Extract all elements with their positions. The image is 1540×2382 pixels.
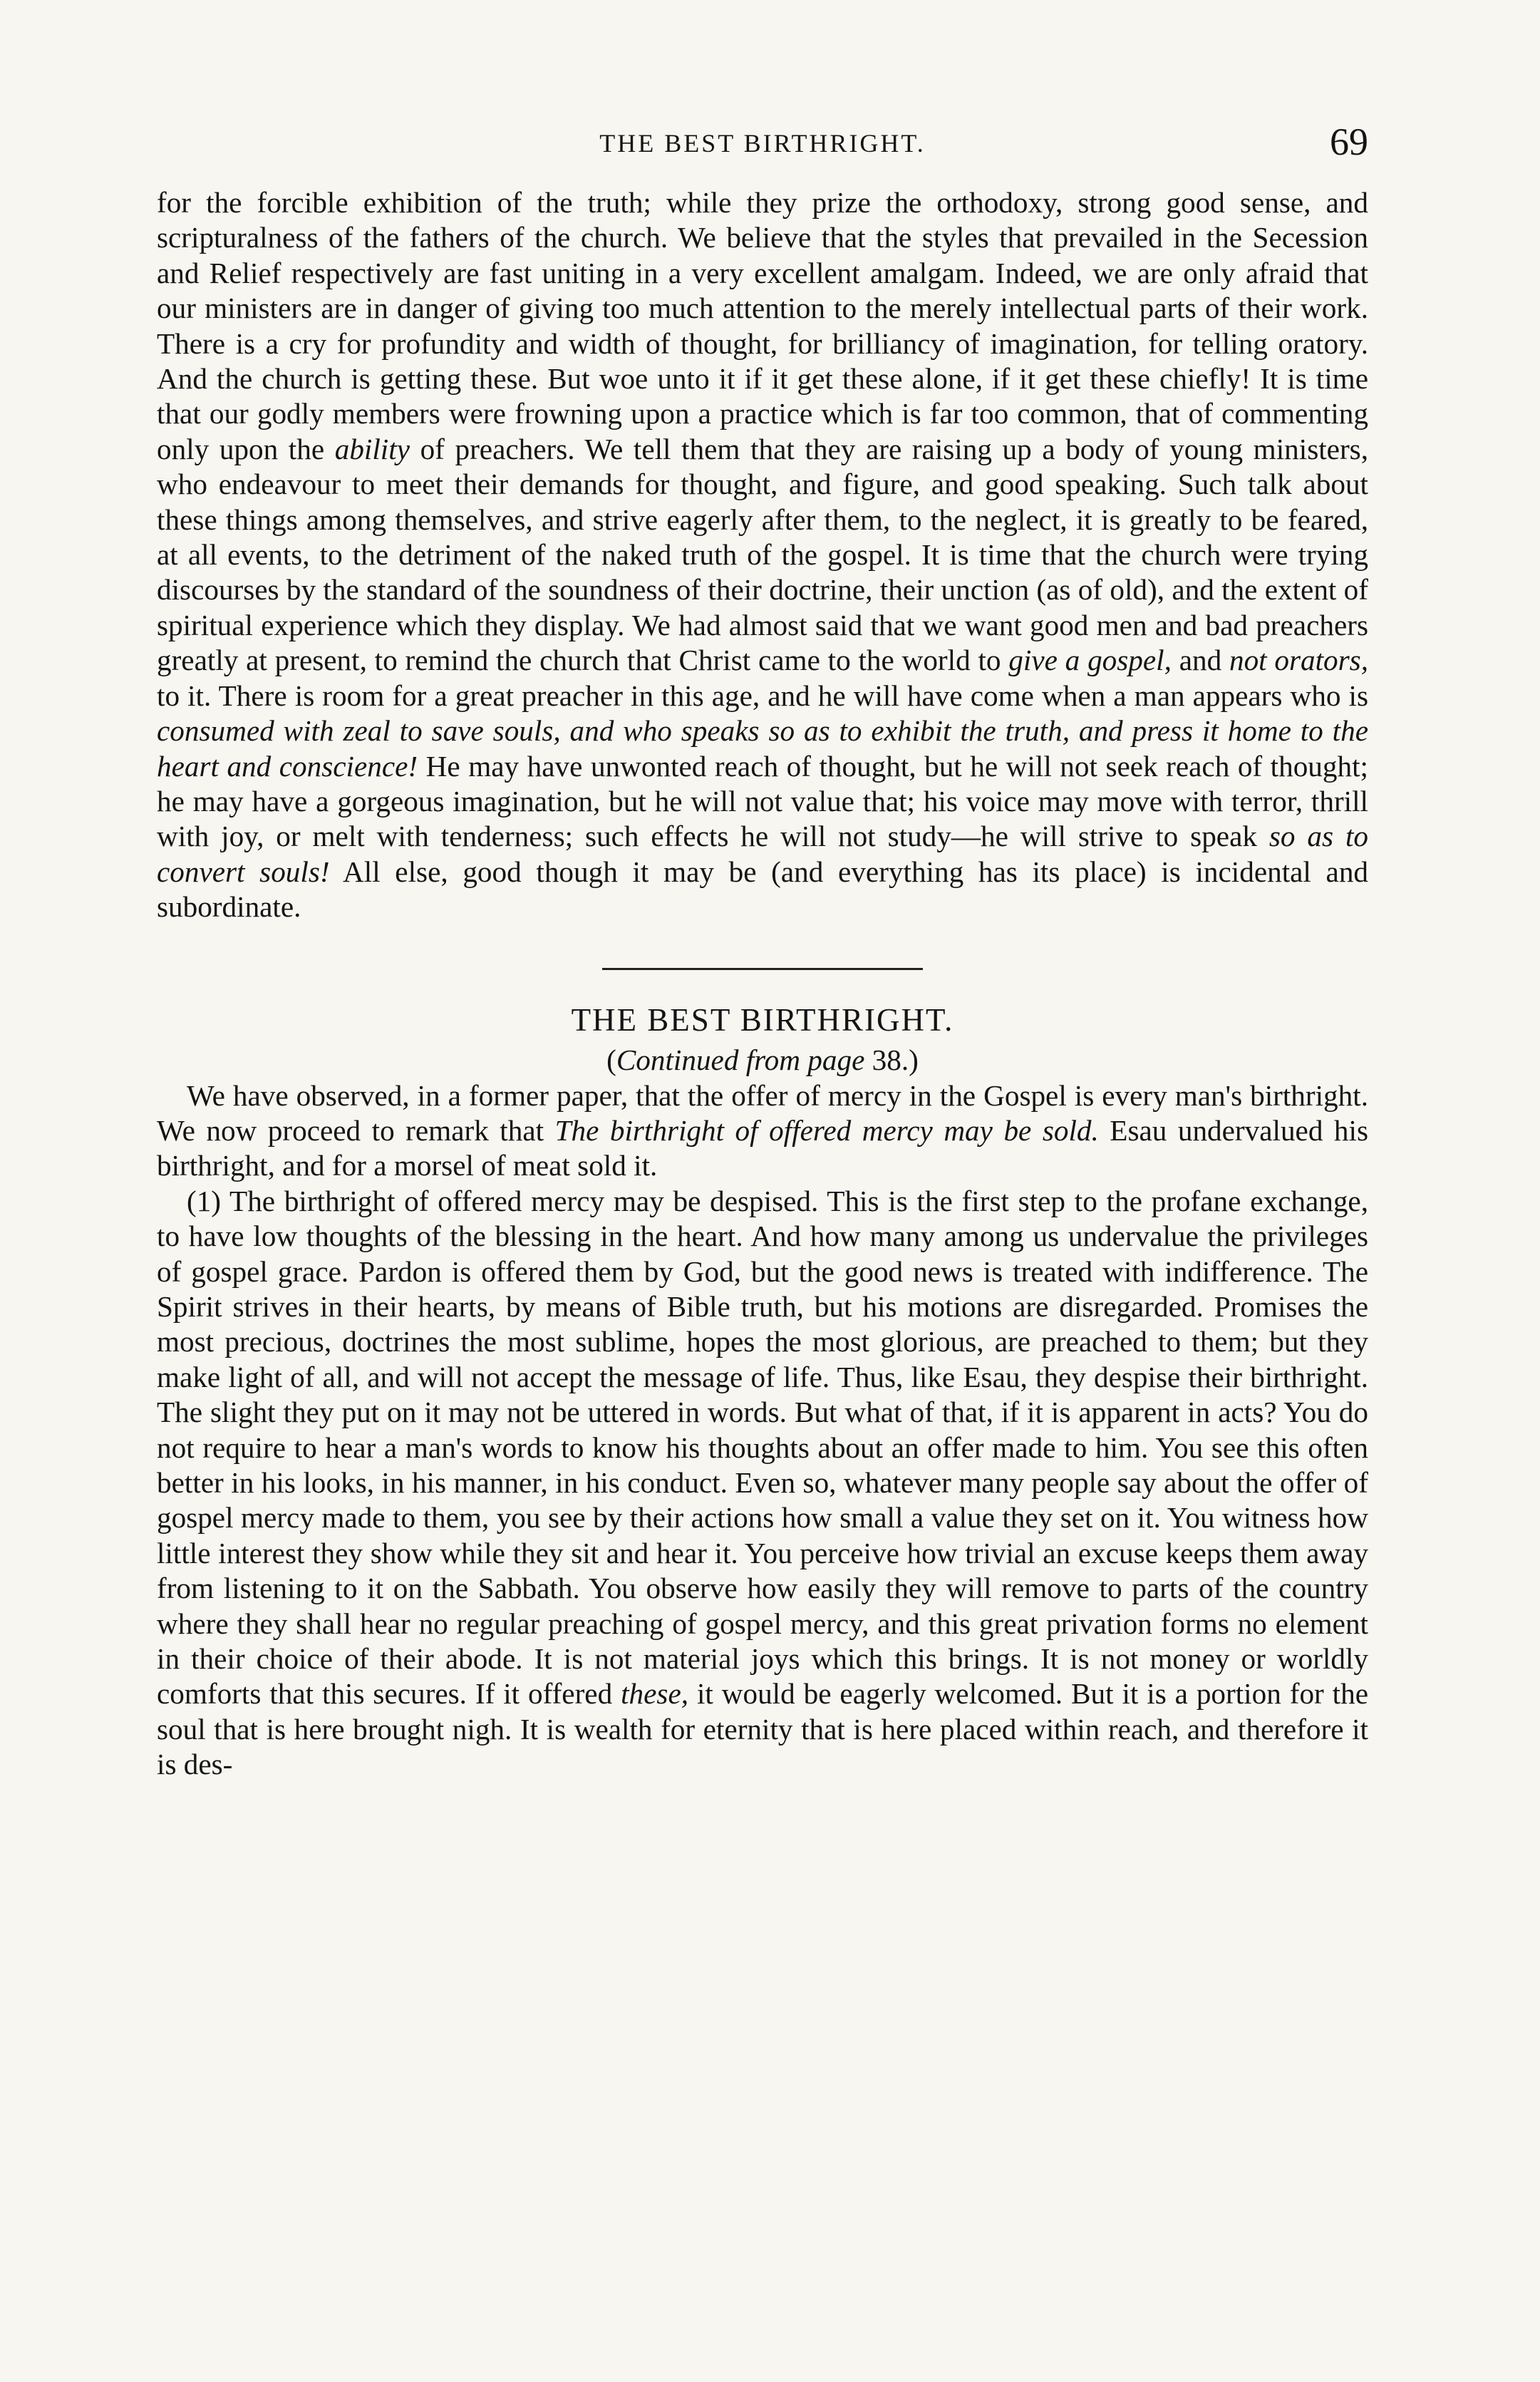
article-title: THE BEST BIRTHRIGHT. [571,1001,954,1038]
italic-run: The birthright of offered mercy may be sold. [554,1113,1099,1147]
continued-page: 38.) [864,1043,919,1076]
italic-run: so as to convert souls! [157,820,1368,888]
previous-article-paragraph [157,185,1368,925]
text-run: All else, good though it may be (and everything has its place) is incidental and subordinate. [157,855,1369,924]
text-run: to it. There is room for a great preacher in this age, and he will have come when a man appears who is [157,679,1368,712]
italic-run: not orators, [1229,644,1368,677]
text-run: and [1171,644,1229,677]
text-run: of preachers. We tell them that they are raising up a body of young ministers, who endeavour to meet their demands for thought, and figure, and good speaking. Such talk about these things among themselves, and strive eagerly after them, to the neglect, it is greatly to be feared, at all events, to the detriment of the naked truth of the gospel. It is time that the church were trying discourses by the standard of the soundness of their doctrine, their unction (as of old), and the extent of spiritual experience which they display. We had almost said that we want good men and bad preachers greatly at present, to remind the church that Christ came to the world to [157,432,1368,677]
article-paragraph-2 [157,1184,1368,1783]
section-divider [602,968,923,970]
text-run: for the forcible exhibition of the truth; while they prize the orthodoxy, strong good sense, and scripturalness of the fathers of the church. We believe that the styles that prevailed in the Secession and Relief respectively are fast uniting in a very excellent amalgam. Indeed, we are only afraid that our ministers are in danger of giving too much attention to the merely intellectual parts of their work. There is a cry for profundity and width of thought, for brilliancy of imagination, for telling oratory. And the church is getting these. But woe unto it if it get these alone, if it get these chiefly! It is time that our godly members were frowning upon a practice which is far too common, that of commenting only upon the [157,186,1368,465]
continued-note [157,1043,1368,1077]
text-run: He may have unwonted reach of thought, but he will not seek reach of thought; he may have a gorgeous imagination, but he will not value that; his voice may move with terror, thrill with joy, or melt with tenderness; such effects he will not study—he will strive to speak [157,749,1368,853]
continued-open: ( [606,1043,616,1076]
page-number: 69 [1330,120,1368,163]
text-run: (1) The birthright of offered mercy may be despised. This is the first step to the profane exchange, to have low thoughts of the blessing in the heart. And how many among us undervalue the privileges of gospel grace. Pardon is offered them by God, but the good news is treated with indifference. The Spirit strives in their hearts, by means of Bible truth, but his motions are disregarded. Promises the most precious, doctrines the most sublime, hopes the most glorious, are preached to them; but they make light of all, and will not accept the message of life. Thus, like Esau, they despise their birthright. The slight they put on it may not be uttered in words. But what of that, if it is apparent in acts? You do not require to hear a man's words to know his thoughts about an offer made to him. You see this often better in his looks, in his manner, in his conduct. Even so, whatever many people say about the offer of gospel mercy made to them, you see by their actions how small a value they set on it. You witness how little interest they show while they sit and hear it. You perceive how trivial an excuse keeps them away from listening to it on the Sabbath. You observe how easily they will remove to parts of the country where they shall hear no regular preaching of gospel mercy, and this great privation forms no element in their choice of their abode. It is not material joys which this brings. It is not money or worldly comforts that this secures. If it offered [157,1184,1368,1711]
text-run: it would be eagerly welcomed. But it is a portion for the soul that is here brought nigh. It is wealth for eternity that is here placed within reach, and therefore it is des- [157,1677,1368,1781]
italic-run: give a gospel, [1008,644,1172,677]
text-run: Esau undervalued his birthright, and for a morsel of meat sold it. [157,1113,1368,1182]
running-header [157,120,1368,185]
continued-text: Continued from page [616,1043,865,1076]
italic-run: consumed with zeal to save souls, and who speaks so as to exhibit the truth, and press it home to the heart and conscience! [157,714,1368,783]
article-paragraph-1 [157,1078,1368,1184]
text-run: We have observed, in a former paper, that the offer of mercy in the Gospel is every man's birthright. We now proceed to remark that [157,1078,1368,1147]
italic-run: ability [334,432,410,465]
document-page [157,100,1368,1783]
running-title: THE BEST BIRTHRIGHT. [599,129,926,158]
italic-run: these, [621,1677,689,1711]
